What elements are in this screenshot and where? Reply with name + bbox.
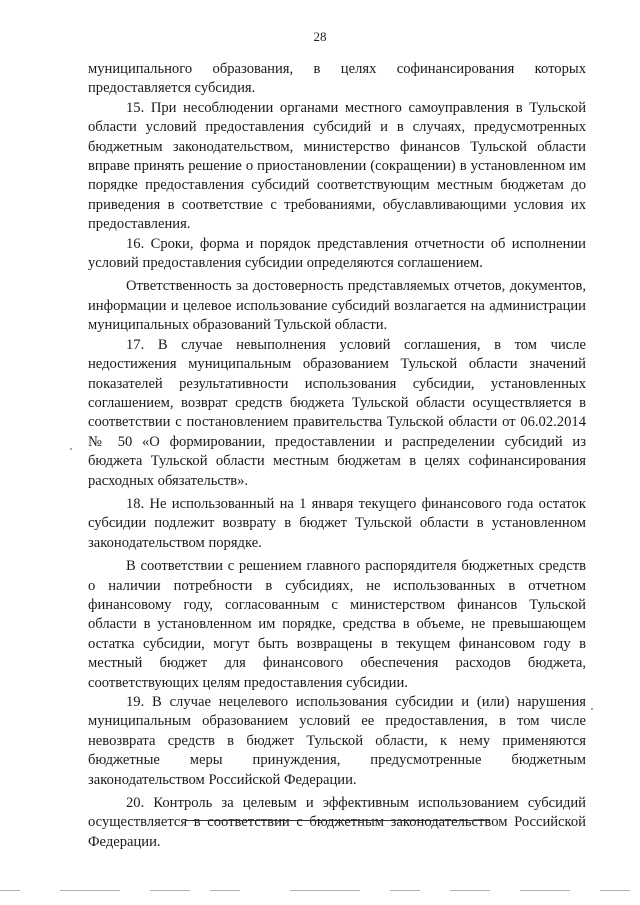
paragraph-18: 18. Не использованный на 1 января текущего финансового года остаток субсидии подлежит возврату в бюджет Тульской области в установленном законодательством порядке. <box>88 495 586 551</box>
scan-speck <box>591 708 593 710</box>
paragraph-continuation: муниципального образования, в целях софинансирования которых предоставляется субсидия. <box>88 61 586 97</box>
scan-edge-artifacts <box>0 890 640 893</box>
paragraph-17: 17. В случае невыполнения условий соглашения, в том числе недостижения муниципальным образованием Тульской области значений показателей результативности использования субсидии, установленных соглашением, возврат средств бюджета Тульской области осуществляется в соответствии с постановлением правительства Тульской области от 06.02.2014 № 50 «О формировании, предоставлении и распределении субсидий из бюджета Тульской области местным бюджетам в целях софинансирования расходных обязательств». <box>88 336 586 489</box>
paragraph-15: 15. При несоблюдении органами местного самоуправления в Тульской области условий предоставления субсидий и в случаях, предусмотренных бюджетным законодательством, министерство финансов Тульской области вправе принять решение о приостановлении (сокращении) в установленном им порядке предоставления субсидий соответствующим местным бюджетам до приведения в соответствие с требованиями, обуславливающими условия их предоставления. <box>88 99 586 233</box>
paragraph-responsibility: Ответственность за достоверность представляемых отчетов, документов, информации и целевое использование субсидий возлагается на администрации муниципальных образований Тульской области. <box>88 278 586 334</box>
end-divider-line <box>186 820 489 821</box>
paragraph-20: 20. Контроль за целевым и эффективным использованием субсидий осуществляется в соответствии с бюджетным законодательством Российской Федерации. <box>88 795 586 850</box>
paragraph-19: 19. В случае нецелевого использования субсидии и (или) нарушения муниципальным образованием условий ее предоставления, в том числе невозврата средств в бюджет Тульской области, к нему применяются бюджетные меры принуждения, предусмотренные бюджетным законодательством Российской Федерации. <box>88 694 586 788</box>
document-body <box>88 60 586 852</box>
paragraph-18-return: В соответствии с решением главного распорядителя бюджетных средств о наличии потребности в субсидиях, не использованных в отчетном финансовому году, согласованным с министерством финансов Тульской области в установленном им порядке, средства в объеме, не превышающем остатка субсидии, могут быть возвращены в текущем финансовом году в местный бюджет для финансового обеспечения расходов бюджета, соответствующих целям предоставления субсидии. <box>88 558 586 691</box>
page-number: 28 <box>313 29 327 44</box>
scan-speck <box>70 448 72 450</box>
paragraph-16: 16. Сроки, форма и порядок представления отчетности об исполнении условий предоставления субсидии определяются соглашением. <box>88 235 586 272</box>
